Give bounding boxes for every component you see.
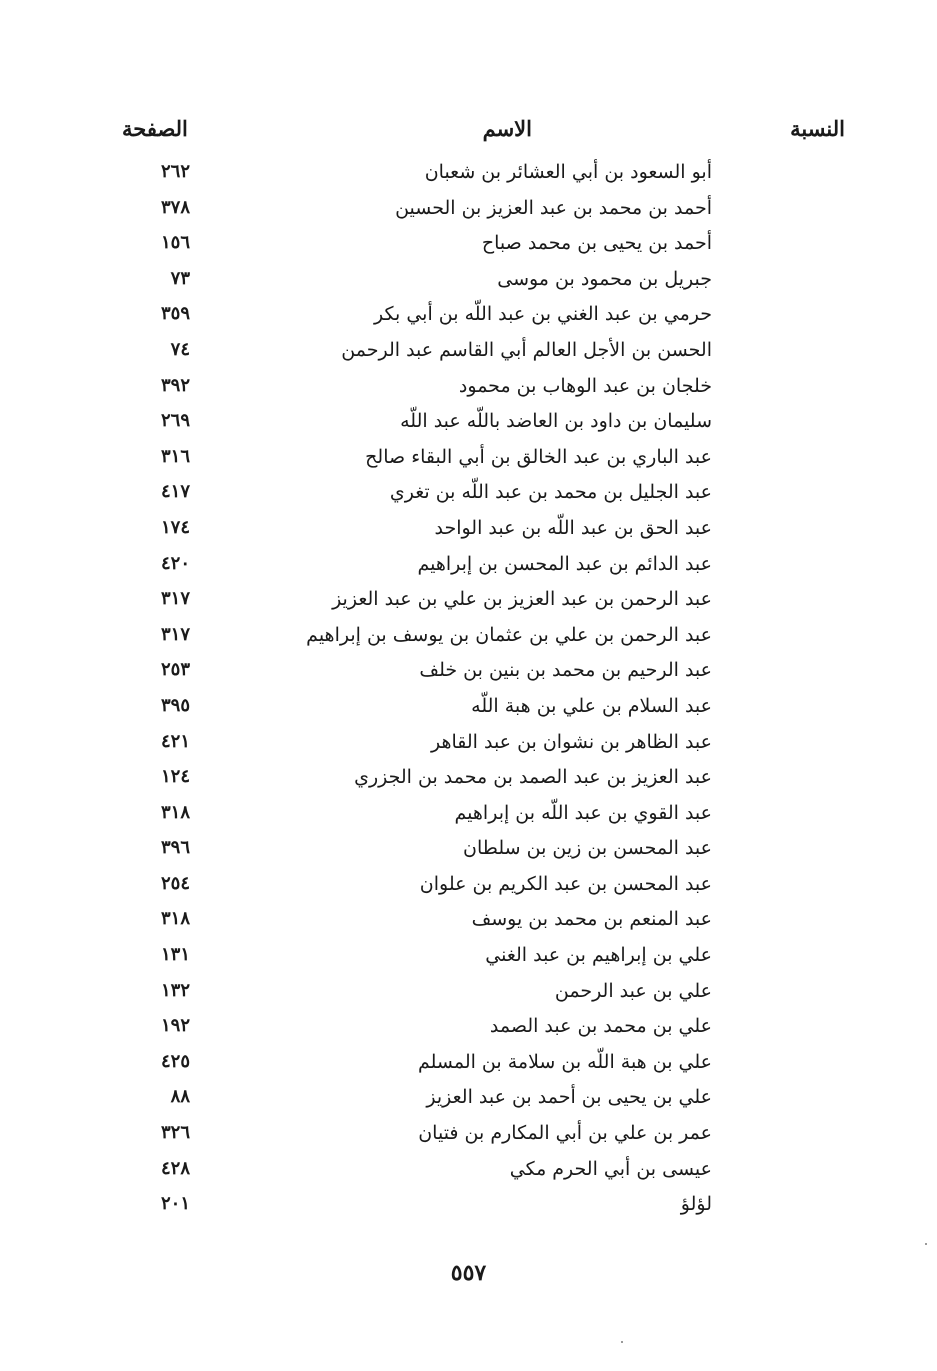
entry-name: عيسى بن أبي الحرم مكي bbox=[509, 1157, 712, 1180]
index-row bbox=[0, 1010, 937, 1046]
index-row bbox=[0, 476, 937, 512]
entry-name: لؤلؤ bbox=[680, 1193, 712, 1216]
entry-name: عبد الرحيم بن محمد بن بنين بن خلف bbox=[419, 659, 712, 682]
column-header-name: الاسم bbox=[482, 116, 532, 141]
index-row bbox=[0, 797, 937, 833]
entry-page: ٢٦٢ bbox=[160, 161, 190, 182]
page-number: ٥٥٧ bbox=[450, 1260, 487, 1286]
index-row bbox=[0, 227, 937, 263]
entry-page: ٣٢٦ bbox=[160, 1122, 190, 1144]
entry-page: ٤١٧ bbox=[160, 481, 190, 503]
entry-page: ١٥٦ bbox=[160, 232, 190, 254]
index-row bbox=[0, 1153, 937, 1189]
index-row bbox=[0, 1188, 937, 1224]
entry-name: علي بن هبة اللّه بن سلامة بن المسلم bbox=[417, 1050, 712, 1073]
entry-page: ٣٩٥ bbox=[160, 694, 190, 716]
entry-page: ٧٣ bbox=[170, 267, 190, 289]
entry-name: سليمان بن داود بن العاضد باللّه عبد اللّه bbox=[400, 410, 712, 433]
index-row bbox=[0, 156, 937, 192]
table-header bbox=[0, 116, 937, 150]
index-row bbox=[0, 583, 937, 619]
entry-page: ١٣١ bbox=[160, 944, 190, 966]
entry-name: الحسن بن الأجل العالم أبي القاسم عبد الرحمن bbox=[341, 338, 712, 361]
entry-name: عبد الرحمن بن عبد العزيز بن علي بن عبد العزيز bbox=[332, 588, 712, 611]
entry-name: عبد الدائم بن عبد المحسن بن إبراهيم bbox=[417, 552, 712, 575]
entry-page: ٢٥٤ bbox=[160, 872, 190, 894]
index-row bbox=[0, 192, 937, 228]
index-row bbox=[0, 1046, 937, 1082]
index-row bbox=[0, 441, 937, 477]
entry-page: ١٩٢ bbox=[160, 1015, 190, 1037]
entry-page: ٧٤ bbox=[170, 338, 190, 360]
entry-name: عمر بن علي بن أبي المكارم بن فتيان bbox=[418, 1122, 712, 1145]
entry-name: جبريل بن محمود بن موسى bbox=[497, 267, 712, 290]
column-header-page: الصفحة bbox=[122, 116, 188, 141]
entry-name: عبد المحسن بن زين بن سلطان bbox=[463, 837, 712, 860]
entry-name: أبو السعود بن أبي العشائر بن شعبان bbox=[424, 161, 712, 183]
index-row bbox=[0, 1117, 937, 1153]
index-row bbox=[0, 939, 937, 975]
index-row bbox=[0, 690, 937, 726]
entry-page: ٣١٧ bbox=[160, 588, 190, 610]
index-list bbox=[0, 156, 937, 1224]
index-row bbox=[0, 512, 937, 548]
entry-page: ٣٧٨ bbox=[160, 196, 190, 218]
entry-name: عبد الحق بن عبد اللّه بن عبد الواحد bbox=[434, 516, 712, 539]
entry-name: علي بن محمد بن عبد الصمد bbox=[489, 1015, 712, 1038]
entry-page: ١٧٤ bbox=[160, 516, 190, 538]
index-row bbox=[0, 263, 937, 299]
index-row bbox=[0, 298, 937, 334]
entry-name: عبد القوي بن عبد اللّه بن إبراهيم bbox=[454, 801, 712, 824]
entry-name: عبد السلام بن علي بن هبة اللّه bbox=[471, 694, 712, 717]
entry-page: ١٣٢ bbox=[160, 979, 190, 1001]
entry-page: ٣١٧ bbox=[160, 623, 190, 645]
entry-name: عبد الجليل بن محمد بن عبد اللّه بن تغري bbox=[389, 481, 712, 504]
entry-name: علي بن عبد الرحمن bbox=[554, 979, 712, 1002]
index-row bbox=[0, 548, 937, 584]
entry-name: عبد العزيز بن عبد الصمد بن محمد بن الجزري bbox=[354, 766, 712, 789]
index-row bbox=[0, 726, 937, 762]
entry-page: ٣١٦ bbox=[160, 445, 190, 467]
index-row bbox=[0, 868, 937, 904]
entry-page: ٤٢٠ bbox=[160, 552, 190, 574]
entry-name: عبد المنعم بن محمد بن يوسف bbox=[471, 908, 712, 931]
entry-page: ٤٢٥ bbox=[160, 1050, 190, 1072]
index-row bbox=[0, 619, 937, 655]
entry-page: ٢٥٣ bbox=[160, 659, 190, 681]
entry-page: ٣٩٢ bbox=[160, 374, 190, 396]
entry-name: خلجان بن عبد الوهاب بن محمود bbox=[458, 374, 712, 397]
entry-name: علي بن إبراهيم بن عبد الغني bbox=[485, 944, 712, 967]
entry-name: حرمي بن عبد الغني بن عبد اللّه بن أبي بكر bbox=[374, 303, 712, 326]
entry-page: ٨٨ bbox=[170, 1086, 190, 1108]
entry-name: عبد الرحمن بن علي بن عثمان بن يوسف بن إبراهيم bbox=[306, 623, 712, 646]
index-row bbox=[0, 903, 937, 939]
entry-name: أحمد بن محمد بن عبد العزيز بن الحسين bbox=[395, 196, 712, 219]
scan-speck bbox=[621, 1341, 623, 1343]
entry-name: أحمد بن يحيى بن محمد صباح bbox=[481, 232, 712, 255]
entry-page: ٤٢١ bbox=[160, 730, 190, 752]
index-row bbox=[0, 370, 937, 406]
entry-name: عبد المحسن بن عبد الكريم بن علوان bbox=[419, 872, 712, 895]
entry-page: ٢٠١ bbox=[160, 1193, 190, 1215]
scan-speck bbox=[925, 1243, 927, 1245]
entry-page: ١٢٤ bbox=[160, 766, 190, 788]
index-row bbox=[0, 334, 937, 370]
index-row bbox=[0, 1081, 937, 1117]
column-header-nisba: النسبة bbox=[790, 116, 845, 141]
index-row bbox=[0, 761, 937, 797]
index-row bbox=[0, 832, 937, 868]
entry-name: علي بن يحيى بن أحمد بن عبد العزيز bbox=[426, 1086, 712, 1109]
entry-name: عبد الباري بن عبد الخالق بن أبي البقاء صالح bbox=[365, 445, 712, 468]
entry-page: ٣١٨ bbox=[160, 801, 190, 823]
entry-page: ٣١٨ bbox=[160, 908, 190, 930]
entry-page: ٢٦٩ bbox=[160, 410, 190, 432]
entry-page: ٣٥٩ bbox=[160, 303, 190, 325]
entry-page: ٣٩٦ bbox=[160, 837, 190, 859]
index-row bbox=[0, 975, 937, 1011]
entry-name: عبد الظاهر بن نشوان بن عبد القاهر bbox=[430, 730, 712, 753]
entry-page: ٤٢٨ bbox=[160, 1157, 190, 1179]
index-row bbox=[0, 654, 937, 690]
index-row bbox=[0, 405, 937, 441]
